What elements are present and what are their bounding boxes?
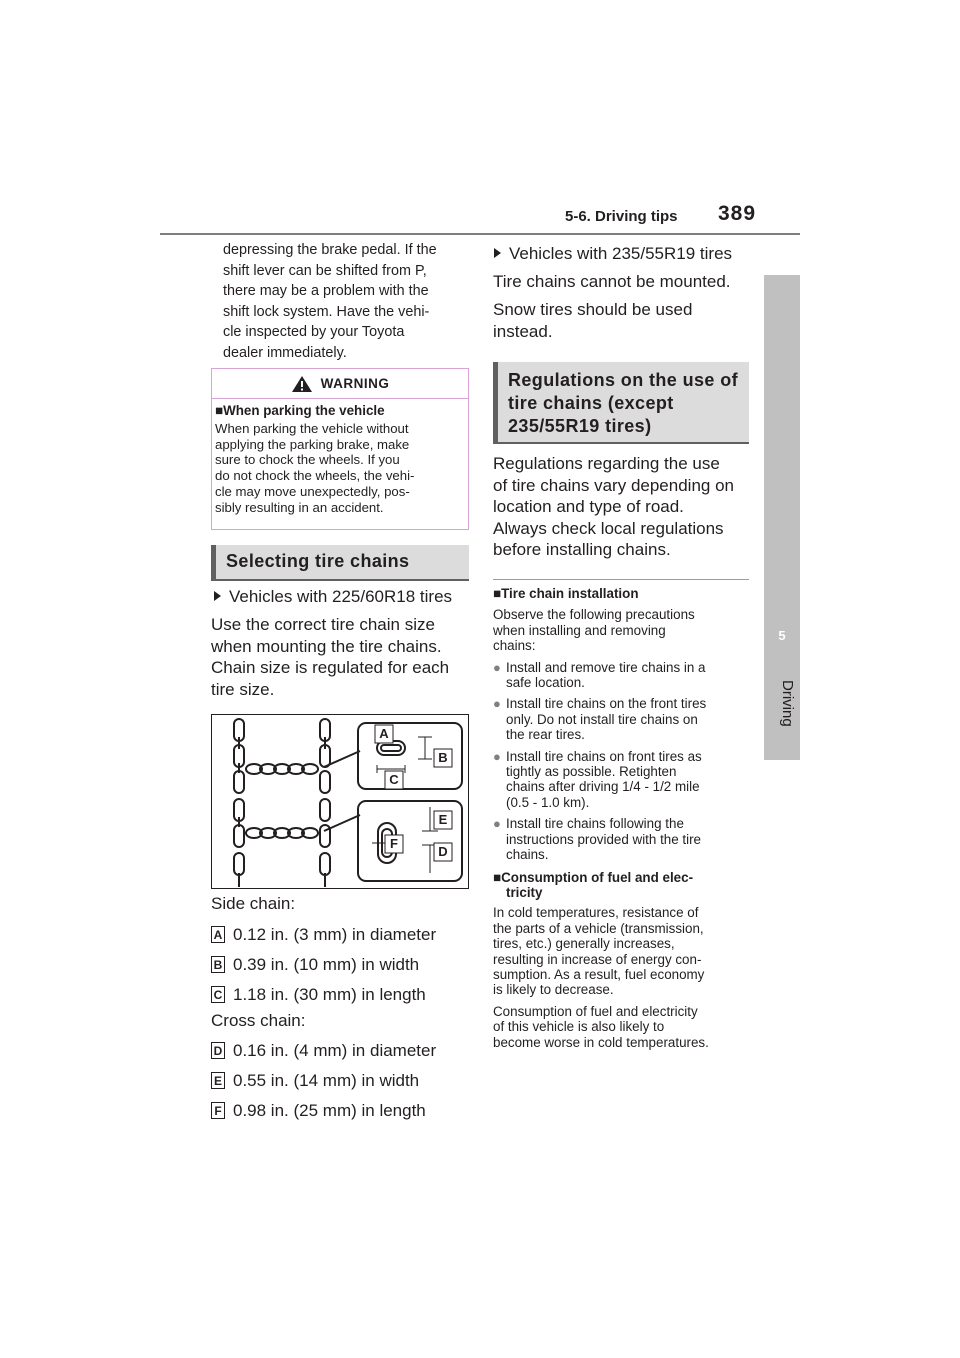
tire-chain-illustration (212, 715, 468, 888)
text-line: become worse in cold temperatures. (493, 1034, 709, 1050)
section-heading: Selecting tire chains (211, 545, 469, 581)
no-chains-text: Tire chains cannot be mounted. (493, 272, 731, 291)
figure-label-e: E (438, 812, 448, 827)
text-line: chains: (493, 638, 536, 654)
text-line: chains. (506, 847, 549, 863)
vehicle-bullet-text: Vehicles with 235/55R19 tires (509, 244, 733, 263)
section-heading (493, 362, 749, 444)
text-line: when installing and removing (493, 622, 666, 638)
text-line: cle may move unexpectedly, pos- (215, 483, 410, 499)
text-line: Snow tires should be used (493, 300, 693, 319)
intro-paragraph (211, 614, 473, 700)
spec-text: 0.98 in. (25 mm) in length (233, 1101, 426, 1120)
circle-bullet-icon: ● (493, 748, 501, 764)
circle-bullet-icon: ● (493, 659, 501, 675)
text-line: depressing the brake pedal. If the (223, 242, 437, 258)
warning-body (212, 418, 468, 515)
text-line: Install tire chains following the (506, 816, 684, 832)
list-item (493, 749, 755, 811)
circle-bullet-icon: ● (493, 816, 501, 832)
text-line: Regulations regarding the use (493, 454, 720, 473)
warning-subtitle: ■When parking the vehicle (215, 403, 385, 418)
figure-label-c: C (389, 772, 399, 787)
spec-item (211, 924, 471, 946)
spec-item (211, 1070, 471, 1092)
text-line: sure to chock the wheels. If you (215, 452, 400, 468)
text-line: Consumption of fuel and electricity (493, 1003, 698, 1019)
text-line: the rear tires. (506, 727, 585, 743)
text-line: the parts of a vehicle (transmission, (493, 920, 704, 936)
chapter-label: Driving (779, 680, 796, 727)
figure-label-b: B (438, 750, 448, 765)
text-line: Observe the following precautions (493, 607, 695, 623)
text-line: When parking the vehicle without (215, 421, 409, 436)
text-line: when mounting the tire chains. (211, 636, 442, 656)
continued-text (211, 240, 469, 364)
figure-label-a: A (379, 726, 389, 741)
list-item (493, 816, 755, 862)
text-line: there may be a problem with the (223, 283, 429, 300)
chapter-number: 5 (778, 628, 786, 643)
text-line: ■Consumption of fuel and elec- (493, 869, 694, 885)
text-line: cle inspected by your Toyota (223, 324, 405, 341)
vehicle-bullet-right (494, 243, 754, 265)
text-line: instructions provided with the tire (506, 831, 702, 847)
text-line: do not chock the wheels, the vehi- (215, 468, 415, 484)
spec-text: 1.18 in. (30 mm) in length (233, 985, 426, 1004)
text-line: Install tire chains on front tires as (506, 748, 702, 764)
text-line: location and type of road. (493, 497, 684, 516)
text-line: tricity (506, 884, 543, 900)
regs-paragraph (493, 453, 753, 561)
figure-label-d: D (438, 844, 448, 859)
spec-text: 0.55 in. (14 mm) in width (233, 1071, 420, 1090)
spec-letter: A (211, 926, 225, 943)
text-line: shift lock system. Have the vehi- (223, 303, 430, 320)
divider (493, 579, 749, 580)
spec-item (211, 1100, 471, 1122)
text-line: chains after driving 1/4 - 1/2 mile (506, 779, 700, 795)
consumption-title (493, 870, 755, 901)
heading-line: tire chains (except (508, 393, 674, 413)
circle-bullet-icon: ● (493, 696, 501, 712)
arrow-bullet-icon (214, 591, 221, 601)
snow-tires-text (493, 299, 753, 342)
text-line: safe location. (506, 675, 585, 691)
text-line: sumption. As a result, fuel economy (493, 966, 705, 982)
install-intro (493, 607, 755, 653)
text-line: Install tire chains on the front tires (506, 696, 707, 712)
spec-text: 0.39 in. (10 mm) in width (233, 955, 420, 974)
install-title: ■Tire chain installation (493, 586, 639, 601)
text-line: In cold temperatures, resistance of (493, 905, 699, 921)
spec-letter: D (211, 1042, 225, 1059)
text-line: shift lever can be shifted from P, (223, 262, 427, 279)
text-line: (0.5 - 1.0 km). (506, 794, 590, 810)
heading-line: 235/55R19 tires) (508, 416, 652, 436)
warning-title: WARNING (320, 376, 390, 391)
text-line: resulting in increase of energy con- (493, 951, 702, 967)
text-line: of this vehicle is also likely to (493, 1019, 665, 1035)
consumption-paragraph (493, 905, 755, 997)
spec-letter: F (211, 1102, 225, 1119)
text-line: Chain size is regulated for each (211, 658, 450, 677)
spec-letter: B (211, 956, 225, 973)
spec-text: 0.12 in. (3 mm) in diameter (233, 925, 437, 944)
text-line: dealer immediately. (223, 344, 347, 361)
text-line: tires, etc.) generally increases, (493, 936, 675, 952)
arrow-bullet-icon (494, 248, 501, 258)
warning-box (211, 368, 469, 530)
install-section (493, 586, 755, 1050)
list-item (493, 696, 755, 742)
spec-text: 0.16 in. (4 mm) in diameter (233, 1041, 437, 1060)
page-number: 389 (718, 202, 757, 225)
text-line: Install and remove tire chains in a (506, 659, 706, 675)
figure-label-f: F (390, 836, 398, 851)
header-rule (160, 233, 800, 235)
text-line: before installing chains. (493, 540, 671, 559)
cross-chain-label: Cross chain: (211, 1011, 306, 1030)
spec-letter: E (211, 1072, 225, 1089)
heading-line: Regulations on the use of (508, 370, 739, 390)
text-line: is likely to decrease. (493, 982, 614, 998)
text-line: Always check local regulations (493, 518, 724, 538)
side-chain-label: Side chain: (211, 894, 296, 913)
warning-triangle-icon (291, 375, 313, 393)
spec-item (211, 1040, 471, 1062)
text-line: sibly resulting in an accident. (215, 499, 384, 515)
consumption-paragraph (493, 1004, 755, 1050)
text-line: tire size. (211, 679, 275, 699)
text-line: instead. (493, 321, 553, 341)
vehicle-bullet (214, 586, 472, 608)
text-line: Use the correct tire chain size (211, 615, 435, 634)
spec-item (211, 984, 471, 1006)
text-line: tightly as possible. Retighten (506, 764, 677, 780)
text-line: only. Do not install tire chains on (506, 711, 698, 727)
vehicle-bullet-text: Vehicles with 225/60R18 tires (229, 587, 453, 606)
spec-item (211, 954, 471, 976)
list-item (493, 660, 755, 691)
spec-letter: C (211, 986, 225, 1003)
text-line: applying the parking brake, make (215, 436, 410, 452)
warning-header (212, 369, 468, 399)
tire-chain-figure (211, 714, 469, 889)
section-title: 5-6. Driving tips (565, 208, 678, 225)
text-line: of tire chains vary depending on (493, 475, 734, 495)
